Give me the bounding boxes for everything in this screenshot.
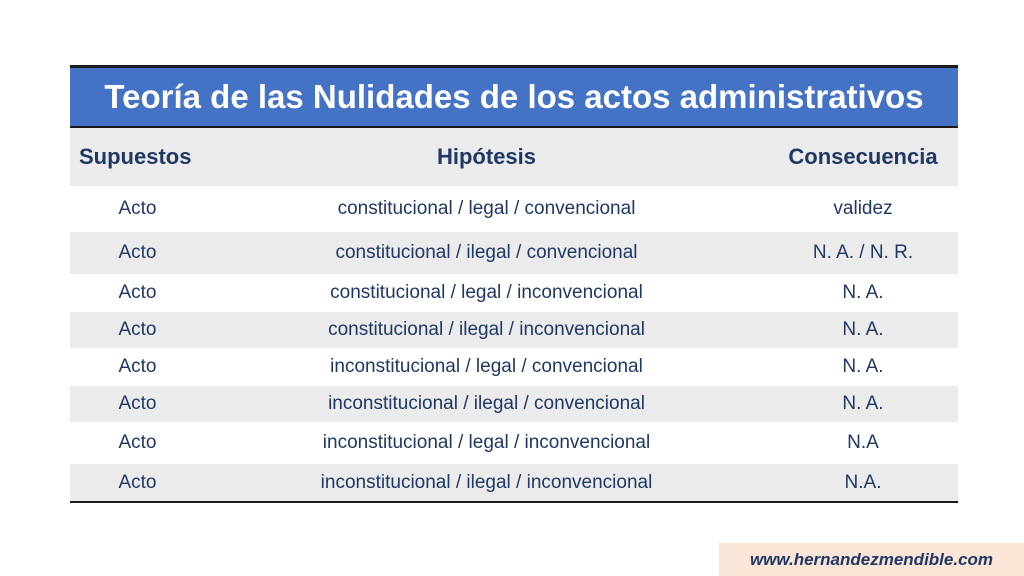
table-header-row xyxy=(70,128,958,186)
table-row xyxy=(70,348,958,386)
cell-supuesto: Acto xyxy=(118,356,157,377)
header-consecuencia: Consecuencia xyxy=(788,144,938,169)
website-watermark: www.hernandezmendible.com xyxy=(719,543,1024,576)
cell-hipotesis: constitucional / legal / convencional xyxy=(337,198,636,219)
cell-supuesto: Acto xyxy=(118,242,157,263)
cell-consecuencia: N. A. xyxy=(842,393,884,414)
table-row xyxy=(70,232,958,274)
cell-consecuencia: N. A. xyxy=(842,356,884,377)
cell-consecuencia: N. A. xyxy=(842,282,884,303)
cell-hipotesis: inconstitucional / legal / convencional xyxy=(330,356,643,377)
cell-hipotesis: inconstitucional / ilegal / convencional xyxy=(328,393,645,414)
header-supuestos: Supuestos xyxy=(79,144,192,169)
table-row xyxy=(70,386,958,422)
cell-supuesto: Acto xyxy=(118,282,157,303)
table-title: Teoría de las Nulidades de los actos administrativos xyxy=(70,68,958,128)
cell-consecuencia: N.A. xyxy=(844,471,882,493)
cell-consecuencia: N. A. xyxy=(842,319,884,340)
header-hipotesis: Hipótesis xyxy=(436,144,537,169)
cell-consecuencia: validez xyxy=(833,198,893,219)
table-row xyxy=(70,422,958,464)
table-row xyxy=(70,186,958,232)
cell-hipotesis: constitucional / ilegal / inconvencional xyxy=(328,319,645,340)
table-row xyxy=(70,274,958,312)
cell-hipotesis: inconstitucional / legal / inconvencional xyxy=(322,432,651,453)
cell-supuesto: Acto xyxy=(118,471,157,493)
cell-supuesto: Acto xyxy=(118,432,157,453)
table-row xyxy=(70,464,958,501)
cell-hipotesis: constitucional / ilegal / convencional xyxy=(335,242,638,263)
cell-consecuencia: N.A xyxy=(847,432,879,453)
cell-hipotesis: constitucional / legal / inconvencional xyxy=(330,282,643,303)
cell-supuesto: Acto xyxy=(118,393,157,414)
cell-consecuencia: N. A. / N. R. xyxy=(812,242,914,263)
cell-hipotesis: inconstitucional / ilegal / inconvencional xyxy=(320,471,653,493)
cell-supuesto: Acto xyxy=(118,198,157,219)
cell-supuesto: Acto xyxy=(118,319,157,340)
nulidades-table xyxy=(70,65,958,503)
table-row xyxy=(70,312,958,348)
